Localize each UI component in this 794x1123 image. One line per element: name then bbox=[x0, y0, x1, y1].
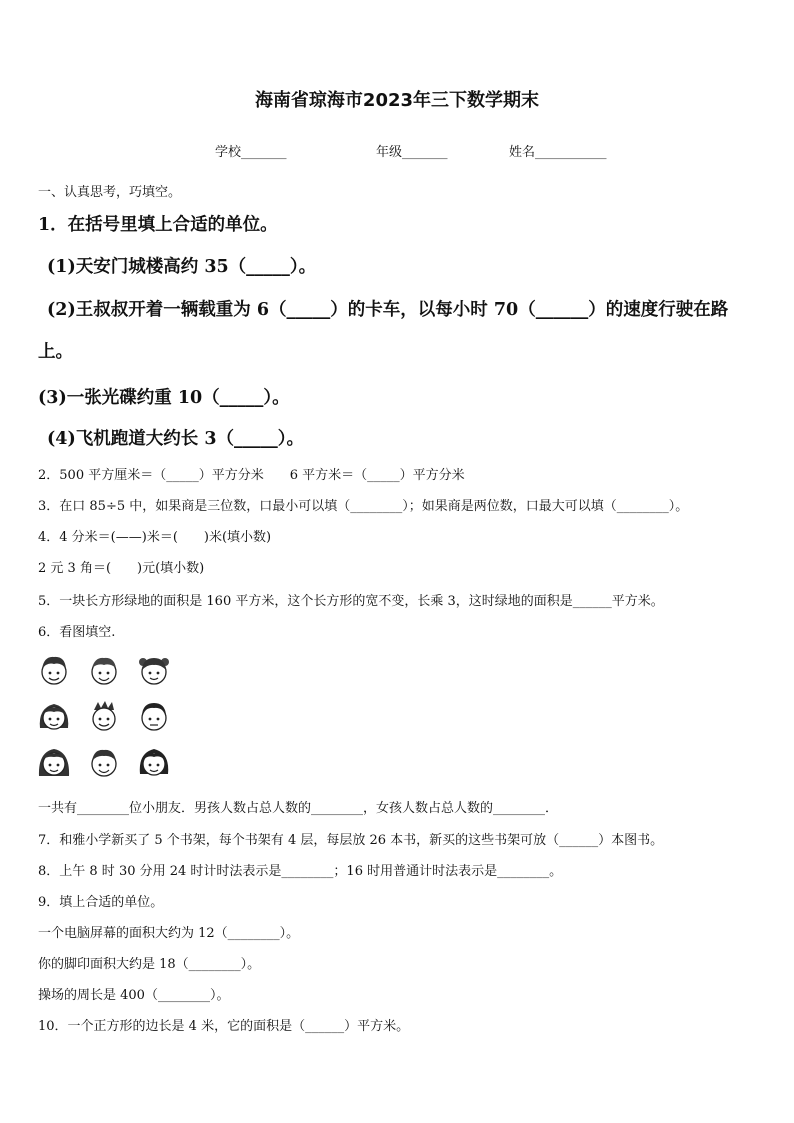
girl-face-icon bbox=[36, 698, 72, 734]
girl-face-icon bbox=[136, 744, 172, 780]
question-5: 5．一块长方形绿地的面积是 160 平方米，这个长方形的宽不变，长乘 3，这时绿地的面积是______平方米。 bbox=[38, 594, 664, 609]
boy-face-icon bbox=[136, 698, 172, 734]
question-1-part-4: (4)飞机跑道大约长 3（_____）。 bbox=[47, 429, 305, 449]
question-4-line-2: 2 元 3 角＝( )元(填小数) bbox=[38, 561, 205, 576]
question-2: 2．500 平方厘米＝（_____）平方分米 6 平方米＝（_____）平方分米 bbox=[38, 468, 465, 483]
question-10: 10．一个正方形的边长是 4 米，它的面积是（______）平方米。 bbox=[38, 1019, 410, 1034]
grade-field[interactable]: 年级_______ bbox=[376, 145, 448, 160]
section-heading: 一、认真思考，巧填空。 bbox=[38, 185, 182, 200]
question-9-c: 操场的周长是 400（________）。 bbox=[38, 988, 230, 1003]
question-9-a: 一个电脑屏幕的面积大约为 12（________）。 bbox=[38, 926, 300, 941]
question-1-part-2-cont: 上。 bbox=[38, 342, 73, 362]
question-1-part-1: (1)天安门城楼高约 35（_____）。 bbox=[47, 257, 317, 277]
girl-face-icon bbox=[36, 744, 72, 780]
question-1-part-3: (3)一张光碟约重 10（_____）。 bbox=[38, 388, 290, 408]
question-4-line-1: 4．4 分米＝(——)米＝( )米(填小数) bbox=[38, 530, 272, 545]
question-9-b: 你的脚印面积大约是 18（________）。 bbox=[38, 957, 261, 972]
question-1-part-2: (2)王叔叔开着一辆载重为 6（_____）的卡车，以每小时 70（______）的速度行驶在路 bbox=[47, 300, 729, 320]
question-3: 3．在口 85÷5 中，如果商是三位数，口最小可以填（________）；如果商是两位数，口最大可以填（________）。 bbox=[38, 499, 689, 514]
school-field[interactable]: 学校_______ bbox=[215, 145, 287, 160]
name-field[interactable]: 姓名___________ bbox=[509, 145, 607, 160]
question-1-stem: 1．在括号里填上合适的单位。 bbox=[38, 215, 278, 235]
boy-face-icon bbox=[86, 744, 122, 780]
question-8: 8．上午 8 时 30 分用 24 时计时法表示是________；16 时用普通计时法表示是________。 bbox=[38, 864, 563, 879]
question-6-answer: 一共有________位小朋友．男孩人数占总人数的________，女孩人数占总人数的________． bbox=[38, 801, 559, 816]
page-title: 海南省琼海市2023年三下数学期末 bbox=[254, 90, 540, 111]
question-6-stem: 6．看图填空. bbox=[38, 625, 116, 640]
question-7: 7．和雅小学新买了 5 个书架，每个书架有 4 层，每层放 26 本书，新买的这些书架可放（______）本图书。 bbox=[38, 833, 664, 848]
girl-face-icon bbox=[136, 652, 172, 688]
boy-face-icon bbox=[36, 652, 72, 688]
children-picture bbox=[36, 652, 176, 782]
boy-face-icon bbox=[86, 698, 122, 734]
boy-face-icon bbox=[86, 652, 122, 688]
question-9-stem: 9．填上合适的单位。 bbox=[38, 895, 164, 910]
